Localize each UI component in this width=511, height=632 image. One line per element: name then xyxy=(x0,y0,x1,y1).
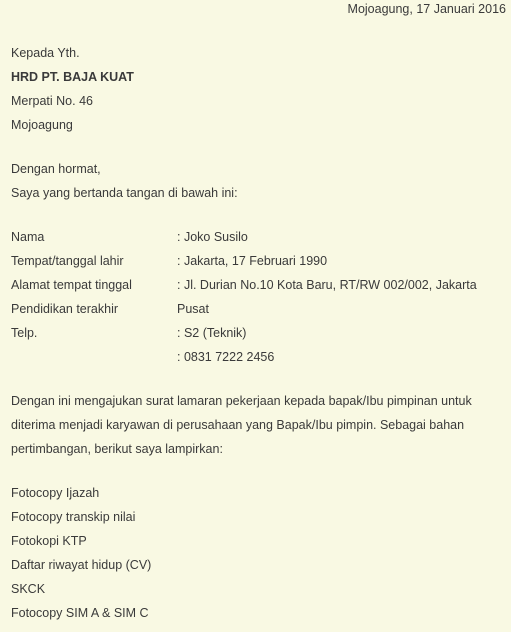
attachment-item: Fotocopy SIM A & SIM C xyxy=(11,606,149,620)
detail-value-address: : Jl. Durian No.10 Kota Baru, RT/RW 002/002, Jakarta xyxy=(177,278,477,292)
detail-value-phone: : 0831 7222 2456 xyxy=(177,350,275,364)
detail-label-phone: Telp. xyxy=(11,326,38,340)
attachment-item: Daftar riwayat hidup (CV) xyxy=(11,558,152,572)
intro-text: Saya yang bertanda tangan di bawah ini: xyxy=(11,186,238,200)
detail-label-birth: Tempat/tanggal lahir xyxy=(11,254,124,268)
recipient-salutation: Kepada Yth. xyxy=(11,46,80,60)
body-line: Dengan ini mengajukan surat lamaran pekerjaan kepada bapak/Ibu pimpinan untuk xyxy=(11,394,472,408)
detail-label-address: Alamat tempat tinggal xyxy=(11,278,132,292)
detail-value-education: : S2 (Teknik) xyxy=(177,326,247,340)
recipient-city: Mojoagung xyxy=(11,118,73,132)
letter-date: Mojoagung, 17 Januari 2016 xyxy=(347,2,506,16)
detail-label-education: Pendidikan terakhir xyxy=(11,302,119,316)
attachment-item: SKCK xyxy=(11,582,46,596)
recipient-street: Merpati No. 46 xyxy=(11,94,93,108)
attachment-item: Fotokopi KTP xyxy=(11,534,87,548)
detail-value-address-cont: Pusat xyxy=(177,302,209,316)
body-line: diterima menjadi karyawan di perusahaan yang Bapak/Ibu pimpin. Sebagai bahan xyxy=(11,418,465,432)
body-line: pertimbangan, berikut saya lampirkan: xyxy=(11,442,223,456)
detail-label-name: Nama xyxy=(11,230,45,244)
detail-value-name: : Joko Susilo xyxy=(177,230,248,244)
detail-value-birth: : Jakarta, 17 Februari 1990 xyxy=(177,254,328,268)
recipient-company: HRD PT. BAJA KUAT xyxy=(11,70,134,84)
greeting: Dengan hormat, xyxy=(11,162,101,176)
attachment-item: Fotocopy transkip nilai xyxy=(11,510,136,524)
attachment-item: Fotocopy Ijazah xyxy=(11,486,100,500)
